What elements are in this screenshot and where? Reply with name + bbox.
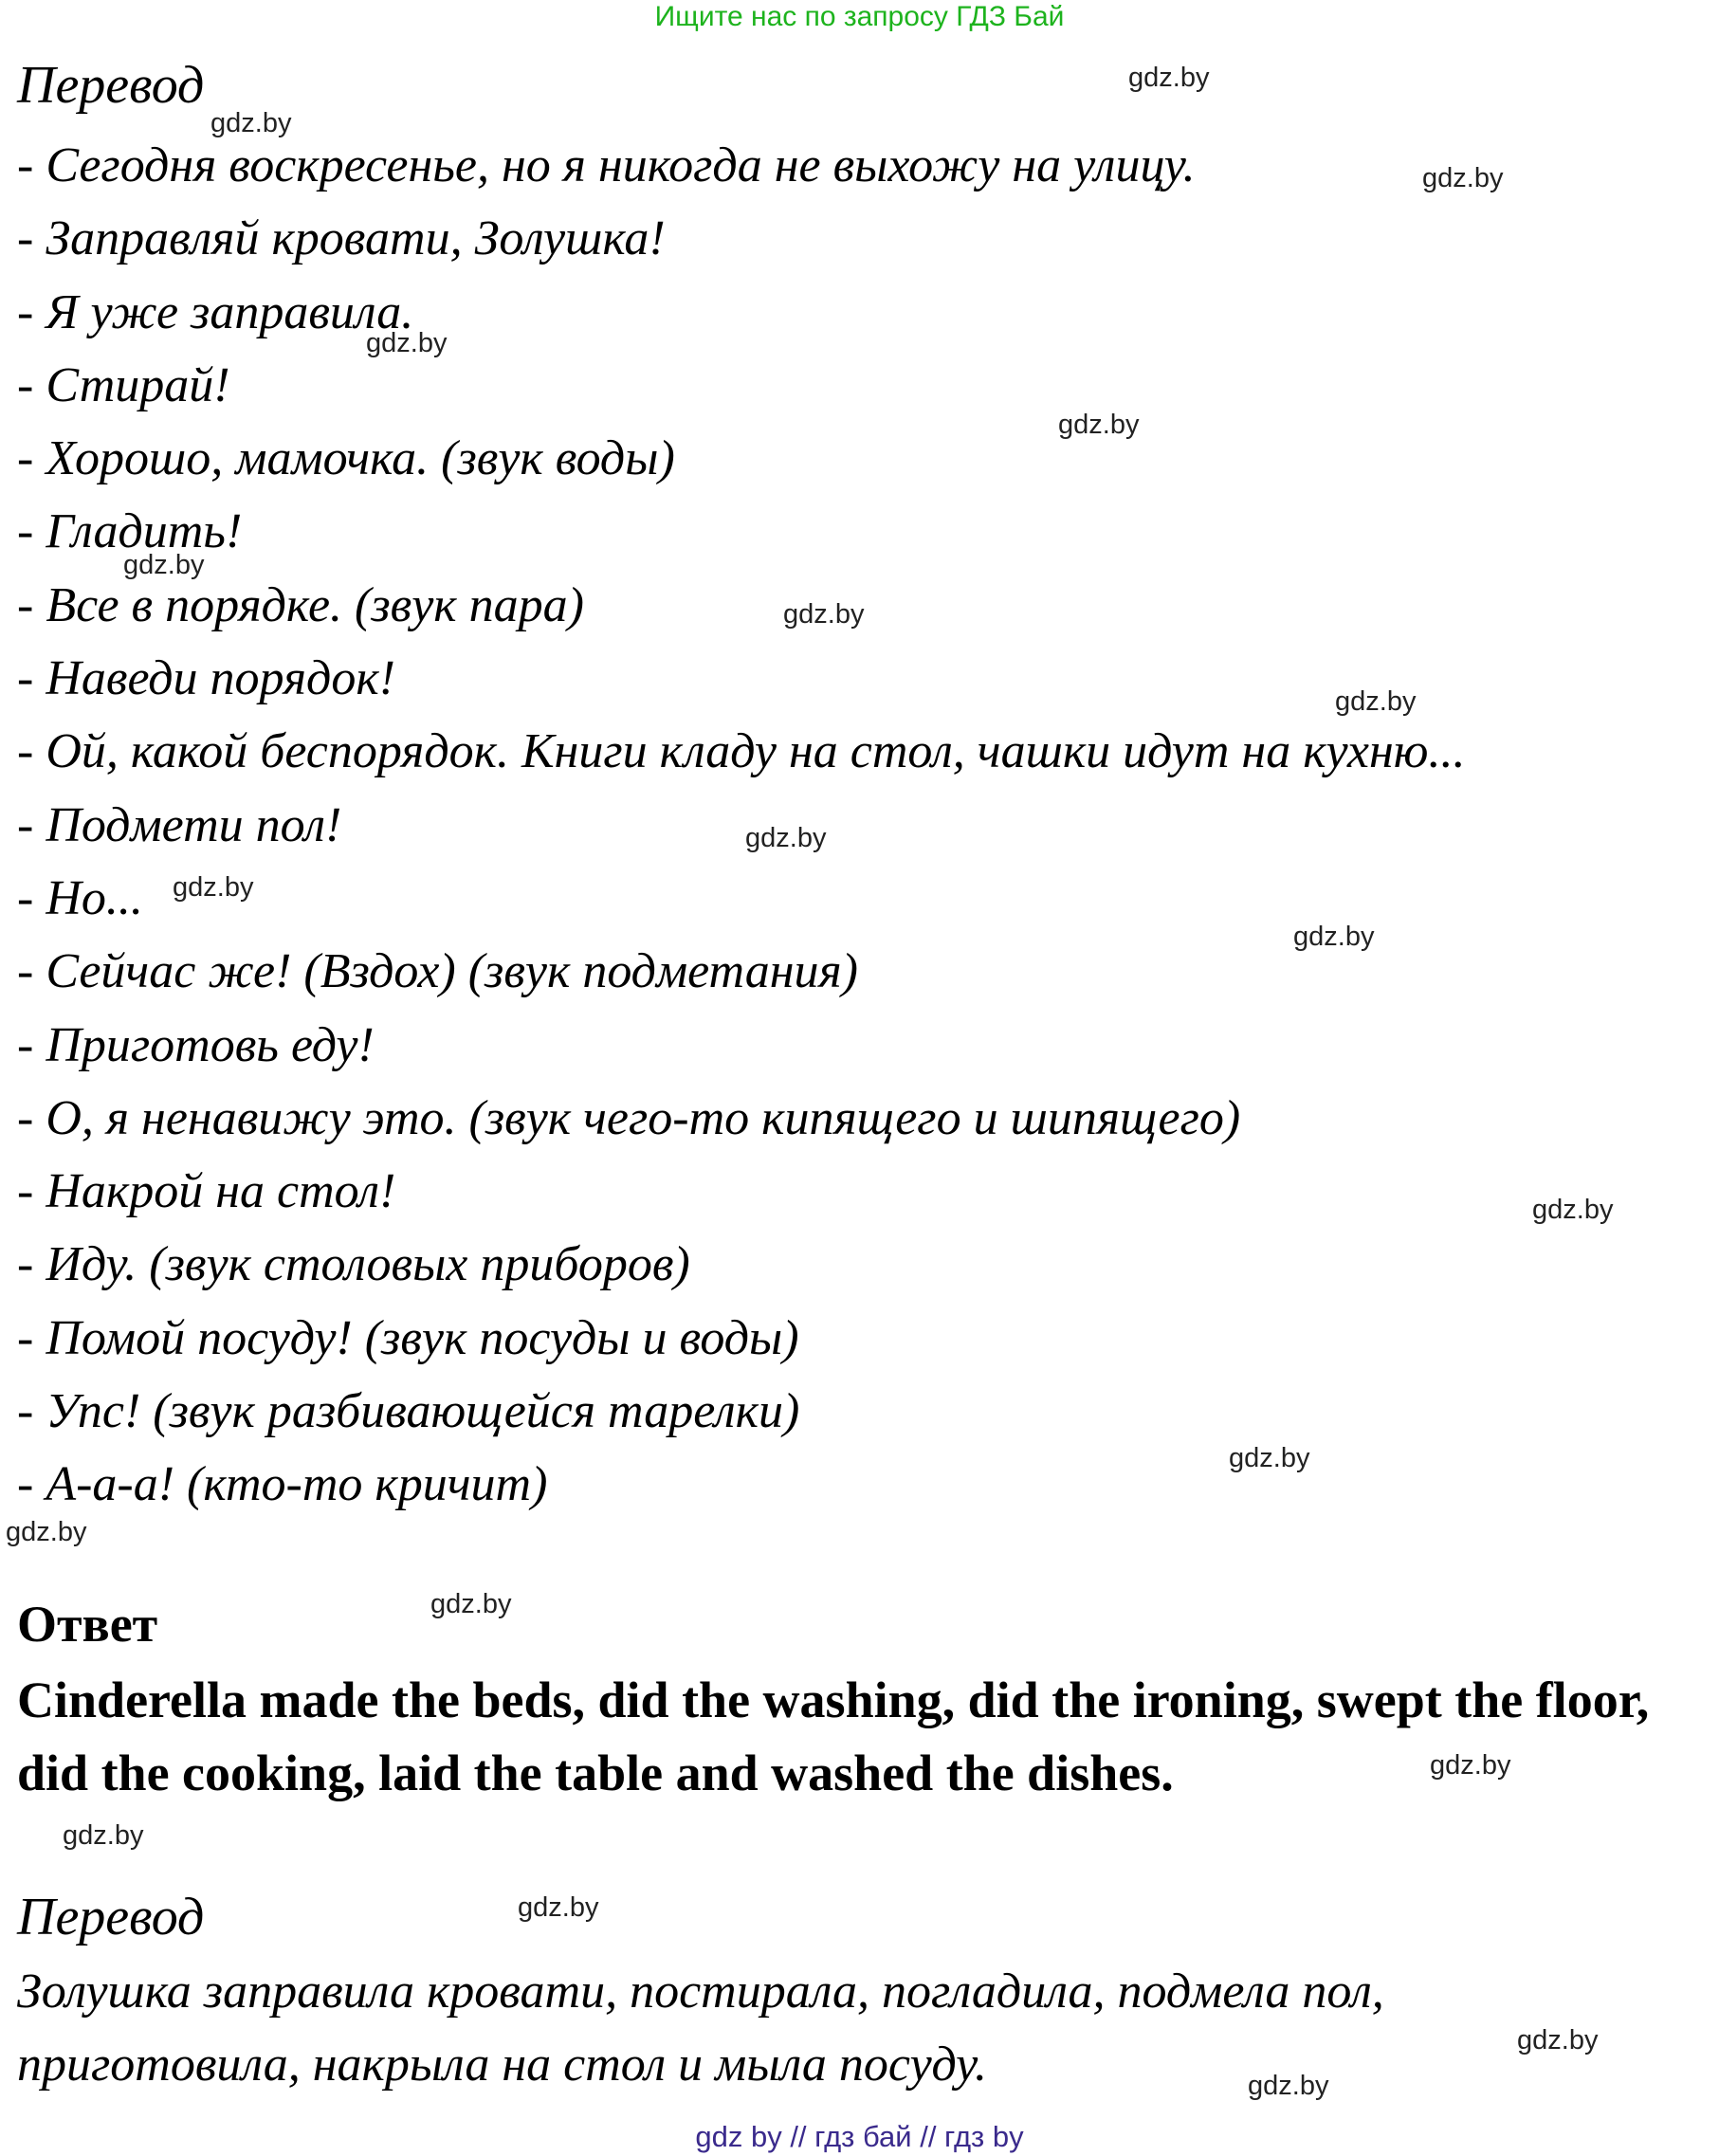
watermark: gdz.by [1335, 686, 1417, 717]
dialogue-list [17, 129, 1465, 1522]
answer-text: Cinderella made the beds, did the washing, did the ironing, swept the floor, did the cooking, laid the table and washed the dishes. [17, 1672, 1650, 1801]
dialogue-line: - Упс! (звук разбивающейся тарелки) [17, 1384, 800, 1439]
dialogue-line: - Хорошо, мамочка. (звук воды) [17, 431, 675, 486]
dialogue-line: - Подмети пол! [17, 797, 342, 852]
watermark: gdz.by [210, 108, 292, 138]
watermark: gdz.by [518, 1892, 599, 1923]
dialogue-line: - Сейчас же! (Вздох) (звук подметания) [17, 944, 858, 999]
dialogue-line: - Накрой на стол! [17, 1164, 396, 1219]
dialogue-line: - А-а-а! (кто-то кричит) [17, 1457, 548, 1512]
watermark: gdz.by [1422, 163, 1504, 193]
dialogue-line: - Наведи порядок! [17, 651, 395, 706]
watermark: gdz.by [745, 823, 827, 853]
dialogue-line: - Ой, какой беспорядок. Книги кладу на стол, чашки идут на кухню... [17, 724, 1466, 779]
watermark: gdz.by [1058, 410, 1140, 440]
answer-heading: Ответ [17, 1596, 158, 1653]
dialogue-line: - Приготовь еду! [17, 1017, 375, 1072]
watermark: gdz.by [1517, 2025, 1599, 2056]
watermark: gdz.by [6, 1517, 87, 1547]
translation-text: Золушка заправила кровати, постирала, погладила, подмела пол, приготовила, накрыла на стол и мыла посуду. [17, 1964, 1384, 2092]
dialogue-line: - Все в порядке. (звук пара) [17, 577, 584, 632]
watermark: gdz.by [366, 328, 448, 358]
dialogue-line: - Я уже заправила. [17, 284, 414, 339]
watermark: gdz.by [63, 1820, 144, 1851]
dialogue-line: - Иду. (звук столовых приборов) [17, 1237, 690, 1292]
dialogue-line: - Но... [17, 870, 143, 925]
watermark: gdz.by [1532, 1195, 1614, 1225]
watermark: gdz.by [1229, 1443, 1310, 1473]
dialogue-line: - Стирай! [17, 357, 230, 412]
top-banner: Ищите нас по запросу ГДЗ Бай [654, 1, 1065, 32]
dialogue-line: - Сегодня воскресенье, но я никогда не выхожу на улицу. [17, 138, 1196, 192]
dialogue-line: - Гладить! [17, 504, 243, 559]
dialogue-line: - Заправляй кровати, Золушка! [17, 211, 666, 266]
watermark: gdz.by [173, 872, 254, 903]
watermark: gdz.by [123, 550, 205, 580]
watermark: gdz.by [430, 1589, 512, 1619]
translation-heading: Перевод [17, 1888, 205, 1946]
footer: gdz by // гдз бай // гдз by [695, 2120, 1024, 2153]
watermark: gdz.by [1293, 922, 1375, 952]
watermark: gdz.by [1248, 2071, 1329, 2101]
watermark: gdz.by [1430, 1750, 1511, 1781]
translation-heading: Перевод [17, 56, 205, 115]
dialogue-line: - О, я ненавижу это. (звук чего-то кипящего и шипящего) [17, 1090, 1241, 1145]
watermark: gdz.by [1128, 63, 1210, 93]
dialogue-line: - Помой посуду! (звук посуды и воды) [17, 1310, 799, 1365]
watermark: gdz.by [783, 599, 865, 630]
